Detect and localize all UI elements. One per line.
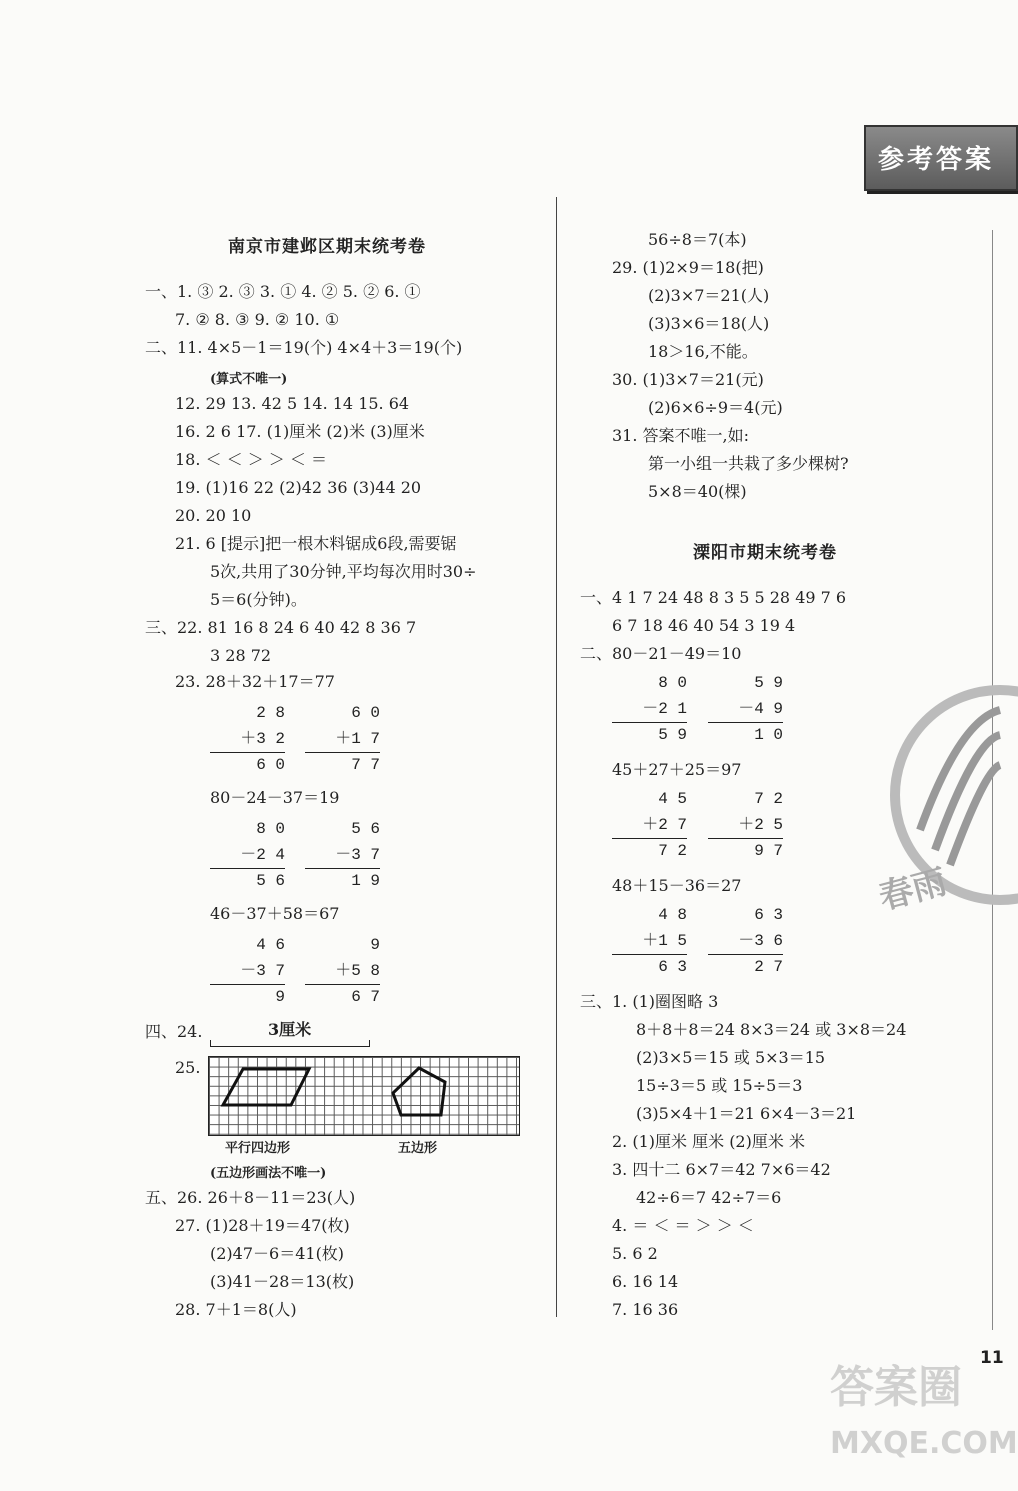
answer-line: 27. (1)28＋19＝47(枚) [175,1216,350,1235]
shape-label: 平行四边形 [225,1141,291,1156]
vertical-calc: 4 8 ＋1 5 6 3 [612,902,687,980]
site-watermark: 答案圈 MXQE.COM [830,1362,1018,1461]
answer-line: 20. 20 10 [175,506,252,525]
answer-line: 46－37＋58＝67 [210,904,340,923]
answer-line: 29. (1)2×9＝18(把) [612,258,764,277]
answer-line: 42÷6＝7 42÷7＝6 [636,1188,782,1207]
answer-line: 5. 6 2 [612,1244,658,1263]
answer-line: (2)47－6＝41(枚) [210,1244,345,1263]
answer-line: 23. 28＋32＋17＝77 [175,672,335,691]
shape-label: 五边形 [398,1141,438,1156]
answer-line: 二、11. 4×5－1＝19(个) 4×4＋3＝19(个) [145,338,463,357]
answer-line: 第一小组一共栽了多少棵树? [648,454,849,473]
answer-line: 二、80－21－49＝10 [580,644,742,663]
answer-line: (2)6×6÷9＝4(元) [648,398,783,417]
answer-line: 4. ＝ ＜ ＝ ＞ ＞ ＜ [612,1216,754,1235]
answer-line: 30. (1)3×7＝21(元) [612,370,764,389]
answer-line: (3)41－28＝13(枚) [210,1272,355,1291]
answer-note: (五边形画法不唯一) [210,1166,327,1181]
answer-line: 15÷3＝5 或 15÷5＝3 [636,1076,803,1095]
answer-line: (3)3×6＝18(人) [648,314,770,333]
answer-line: 6. 16 14 [612,1272,679,1291]
answer-line: 8＋8＋8＝24 8×3＝24 或 3×8＝24 [636,1020,907,1039]
answer-line: 7. ② 8. ③ 9. ② 10. ① [175,310,340,329]
answer-line: 25. [175,1058,201,1077]
answer-line: 一、4 1 7 24 48 8 3 5 5 28 49 7 6 [580,588,847,607]
vertical-calc: 5 9 －4 9 1 0 [708,670,783,748]
answer-line: 18＞16,不能。 [648,342,758,361]
line-segment-3cm [210,1040,370,1047]
answer-line: 7. 16 36 [612,1300,679,1319]
answer-note: (算式不唯一) [210,372,288,387]
parallelogram-shape [223,1069,309,1105]
vertical-calc: 8 0 －2 1 5 9 [612,670,687,748]
column-divider [556,197,557,1317]
vertical-calc: 5 6 －3 7 1 9 [305,816,380,894]
answer-line: 四、24. [145,1022,203,1041]
answer-line: 21. 6 [提示]把一根木料锯成6段,需要锯 [175,534,457,553]
right-section-title: 溧阳市期末统考卷 [693,543,837,563]
vertical-calc: 2 8 ＋3 2 6 0 [210,700,285,778]
answer-line: 16. 2 6 17. (1)厘米 (2)米 (3)厘米 [175,422,425,441]
answer-line: 31. 答案不唯一,如: [612,426,750,445]
answer-line: 一、1. ③ 2. ③ 3. ① 4. ② 5. ② 6. ① [145,282,421,301]
answer-line: 3. 四十二 6×7＝42 7×6＝42 [612,1160,831,1179]
shapes-drawing [209,1057,519,1135]
answer-line: 28. 7＋1＝8(人) [175,1300,297,1319]
segment-label: 3厘米 [268,1020,312,1039]
answer-line: 5次,共用了30分钟,平均每次用时30÷ [210,562,477,581]
answer-line: (3)5×4＋1＝21 6×4－3＝21 [636,1104,857,1123]
vertical-calc: 6 3 －3 6 2 7 [708,902,783,980]
answer-line: (2)3×5＝15 或 5×3＝15 [636,1048,826,1067]
answer-banner: 参考答案 [864,125,1018,191]
left-section-title: 南京市建邺区期末统考卷 [228,237,426,257]
answer-line: 2. (1)厘米 厘米 (2)厘米 米 [612,1132,805,1151]
vertical-calc: 4 5 ＋2 7 7 2 [612,786,687,864]
page-number: 11 [980,1348,1004,1368]
vertical-calc: 6 0 ＋1 7 7 7 [305,700,380,778]
vertical-calc: 9 ＋5 8 6 7 [305,932,380,1010]
answer-line: 5×8＝40(棵) [648,482,747,501]
answer-line: 18. ＜ ＜ ＞ ＞ ＜ ＝ [175,450,327,469]
answer-line: 三、22. 81 16 8 24 6 40 42 8 36 7 [145,618,417,637]
drawing-grid [208,1056,520,1136]
pentagon-shape [393,1068,445,1115]
answer-line: 6 7 18 46 40 54 3 19 4 [612,616,796,635]
stamp-text: 春雨 [874,861,951,918]
answer-line: 三、1. (1)圈图略 3 [580,992,719,1011]
answer-line: 56÷8＝7(本) [648,230,747,249]
answer-line: 19. (1)16 22 (2)42 36 (3)44 20 [175,478,422,497]
vertical-calc: 8 0 －2 4 5 6 [210,816,285,894]
answer-line: 五、26. 26＋8－11＝23(人) [145,1188,356,1207]
answer-line: 80－24－37＝19 [210,788,340,807]
answer-line: 12. 29 13. 42 5 14. 14 15. 64 [175,394,410,413]
answer-line: 48＋15－36＝27 [612,876,742,895]
vertical-calc: 4 6 －3 7 9 [210,932,285,1010]
answer-line: 45＋27＋25＝97 [612,760,742,779]
answer-line: (2)3×7＝21(人) [648,286,770,305]
answer-line: 3 28 72 [210,646,272,665]
vertical-calc: 7 2 ＋2 5 9 7 [708,786,783,864]
answer-line: 5＝6(分钟)。 [210,590,307,609]
